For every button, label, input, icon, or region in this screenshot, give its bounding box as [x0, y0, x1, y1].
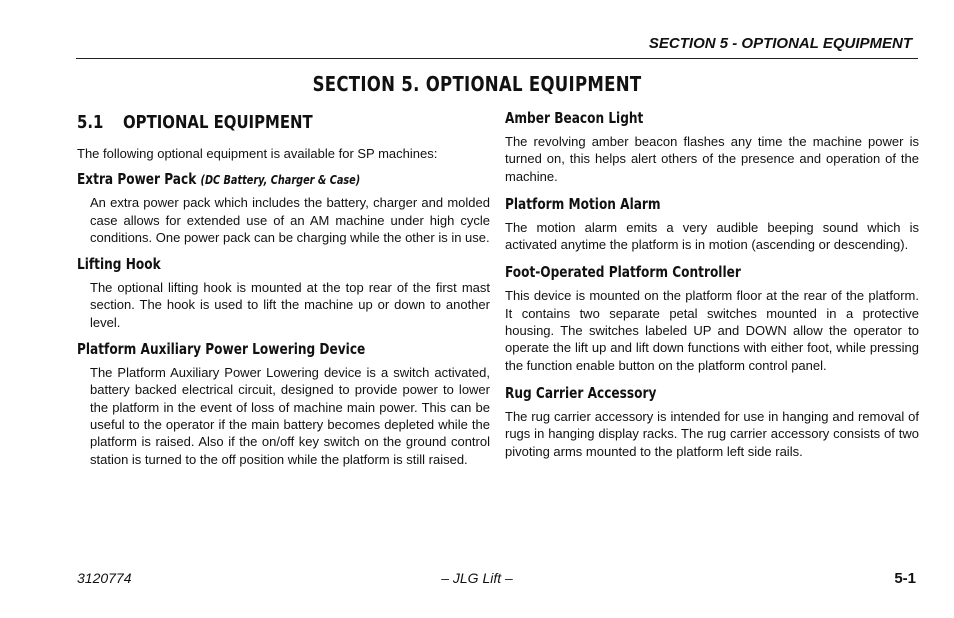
extra-power-pack-body: An extra power pack which includes the battery, charger and molded case allows for extended use of an AM machine under high cycle conditions. One power pack can be charging while the other is in use.: [90, 195, 490, 245]
footer-brand: – JLG Lift –: [441, 570, 513, 586]
aux-power-heading: Platform Auxiliary Power Lowering Device: [77, 340, 366, 359]
aux-power-body: The Platform Auxiliary Power Lowering device is a switch activated, battery backed electrical circuit, designed to provide power to lower the platform in the event of loss of machine main power. This can be useful to the operator if the main battery becomes depleted while the platform is raised. Also if the on/off key switch on the ground control station is turned to the off position while the platform is still raised.: [90, 365, 490, 467]
beacon-heading: Amber Beacon Light: [505, 109, 644, 127]
right-column: [505, 109, 919, 470]
subsection-number: 5.1: [77, 112, 104, 133]
extra-power-pack-subtitle: (DC Battery, Charger & Case): [200, 173, 361, 188]
running-header: SECTION 5 - OPTIONAL EQUIPMENT: [648, 35, 912, 52]
subsection-title: OPTIONAL EQUIPMENT: [123, 112, 313, 133]
section-title: SECTION 5. OPTIONAL EQUIPMENT: [312, 72, 642, 96]
lifting-hook-body: The optional lifting hook is mounted at the top rear of the first mast section. The hook is used to lift the machine up or down to another level.: [90, 280, 490, 330]
aux-power-section: [77, 340, 490, 468]
left-column: [77, 110, 490, 477]
extra-power-pack-section: [77, 170, 490, 246]
header-divider: [76, 58, 918, 59]
extra-power-pack-heading: [77, 170, 449, 188]
motion-alarm-heading: Platform Motion Alarm: [505, 194, 661, 213]
foot-controller-section: [505, 263, 919, 373]
doc-number: 3120774: [77, 570, 132, 586]
extra-power-pack-title: Extra Power Pack: [77, 170, 197, 189]
motion-alarm-section: [505, 195, 919, 254]
lifting-hook-heading: Lifting Hook: [77, 255, 161, 274]
lifting-hook-section: [77, 255, 490, 331]
beacon-body: The revolving amber beacon flashes any time the machine power is turned on, this helps alert others of the presence and operation of the machine.: [505, 134, 919, 184]
rug-carrier-body: The rug carrier accessory is intended for use in hanging and removal of rugs in hanging display racks. The rug carrier accessory consists of two pivoting arms mounted to the platform left side rails.: [505, 408, 919, 459]
motion-alarm-body: The motion alarm emits a very audible beeping sound which is activated anytime the platform is in motion (ascending or descending).: [505, 219, 919, 253]
page-number: 5-1: [894, 570, 916, 587]
beacon-section: [505, 109, 919, 185]
foot-controller-heading: Foot-Operated Platform Controller: [505, 263, 741, 282]
rug-carrier-section: [505, 384, 919, 460]
subsection-heading: [77, 112, 457, 133]
rug-carrier-heading: Rug Carrier Accessory: [505, 383, 657, 402]
intro-paragraph: The following optional equipment is available for SP machines:: [77, 146, 438, 161]
foot-controller-body: This device is mounted on the platform floor at the rear of the platform. It contains two separate petal switches mounted in a protective housing. The switches labeled UP and DOWN allow the operator to operate the lift up and lift down functions with either foot, while pressing the function enable button on the platform control panel.: [505, 288, 919, 373]
